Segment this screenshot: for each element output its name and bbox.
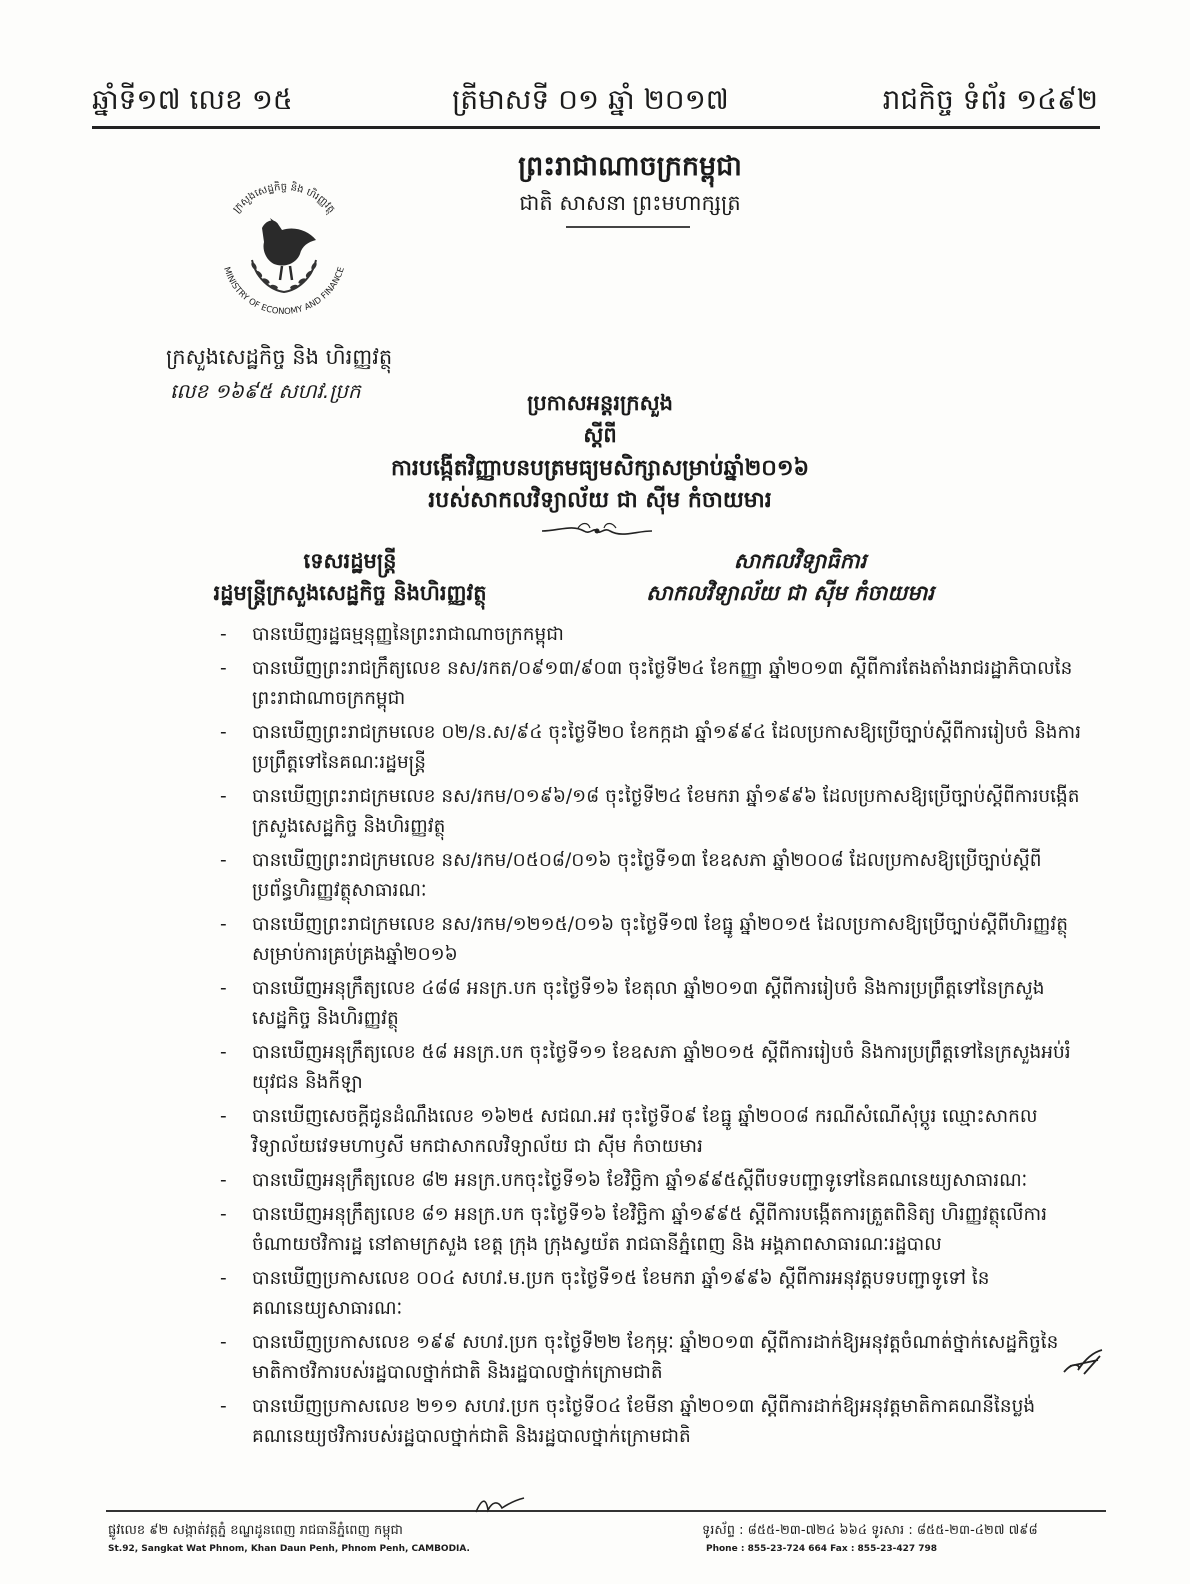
svg-text:ក្រសួងសេដ្ឋកិច្ច និង ហិរញ្ញវត្ (231, 180, 336, 216)
recital-item: - បានឃើញព្រះរាជក្រមលេខ នស/រកម/០៥០៨/០១៦ ចុះថ្ងៃទី១៣ ខែឧសភា ឆ្នាំ២០០៨ ដែលប្រកាសឱ្យប្រើច្បាប់ស្តីពីប្រព័ន្ធហិរញ្ញវត្ថុសាធារណៈ (220, 846, 1082, 906)
ministry-seal-icon (204, 168, 364, 328)
signatory-left-title: ទេសរដ្ឋមន្ត្រី (303, 549, 397, 573)
document-type: ប្រកាសអន្តរក្រសួង (527, 391, 673, 415)
signatory-right-title: សាកលវិទ្យាធិការ (733, 549, 867, 573)
gazette-year-issue: ឆ្នាំទី១៧ លេខ ១៥ (92, 83, 293, 116)
recital-item: - បានឃើញរដ្ឋធម្មនុញ្ញនៃព្រះរាជាណាចក្រកម្ពុជា (220, 620, 1082, 650)
bullet-dash: - (220, 722, 227, 743)
initials-mark-icon (1060, 1346, 1106, 1378)
signatory-left-office: រដ្ឋមន្ត្រីក្រសួងសេដ្ឋកិច្ច និងហិរញ្ញវត្ថុ (213, 581, 487, 605)
document-subject-institution: របស់សាកលវិទ្យាល័យ ជា ស៊ីម កំចាយមារ (428, 488, 772, 513)
motto-divider (566, 226, 690, 228)
bullet-dash: - (220, 1268, 227, 1289)
recital-item: - បានឃើញព្រះរាជក្រមលេខ ០២/ន.ស/៩៤ ចុះថ្ងៃទី២០ ខែកក្កដា ឆ្នាំ១៩៩៤ ដែលប្រកាសឱ្យប្រើច្បាប់ស្តីពីការរៀបចំ និងការប្រព្រឹត្តទៅនៃគណៈរដ្ឋមន្ត្រី (220, 718, 1082, 778)
title-ornament-icon (538, 520, 656, 542)
recital-item: - បានឃើញប្រកាសលេខ ១៩៩ សហវ.ប្រក ចុះថ្ងៃទី២២ ខែកុម្ភៈ ឆ្នាំ២០១៣ ស្តីពីការដាក់ឱ្យអនុវត្តចំណាត់ថ្នាក់សេដ្ឋកិច្ចនៃមាតិកាថវិការបស់រដ្ឋបាលថ្នាក់ជាតិ និងរដ្ឋបាលថ្នាក់ក្រោមជាតិ (220, 1328, 1082, 1388)
document-regarding: ស្តីពី (583, 423, 617, 447)
recital-item: - បានឃើញប្រកាសលេខ ០០៤ សហវ.ម.ប្រក ចុះថ្ងៃទី១៥ ខែមករា ឆ្នាំ១៩៩៦ ស្តីពីការអនុវត្តបទបញ្ជាទូទៅ នៃគណនេយ្យសាធារណៈ (220, 1264, 1082, 1324)
bullet-dash: - (220, 786, 227, 807)
footer-divider (106, 1510, 1106, 1512)
footer-address-khmer: ផ្លូវលេខ ៩២ សង្កាត់វត្តភ្នំ ខណ្ឌដូនពេញ រាជធានីភ្នំពេញ កម្ពុជា (108, 1523, 403, 1538)
recital-item: - បានឃើញអនុក្រឹត្យលេខ ៨១ អនក្រ.បក ចុះថ្ងៃទី១៦ ខែវិច្ឆិកា ឆ្នាំ១៩៩៥ ស្តីពីការបង្កើតការត្រួតពិនិត្យ ហិរញ្ញវត្ថុលើការចំណាយថវិការដ្ឋ នៅតាមក្រសួង ខេត្ត ក្រុង ក្រុងស្វយ័ត រាជធានីភ្នំពេញ និង អង្គភាពសាធារណៈរដ្ឋបាល (220, 1200, 1082, 1260)
recital-item: - បានឃើញសេចក្តីជូនដំណឹងលេខ ១៦២៥ សជណ.អវ ចុះថ្ងៃទី០៩ ខែធ្នូ ឆ្នាំ២០០៨ ករណីសំណើសុំប្តូរ ឈ្មោះសាកលវិទ្យាល័យវេទមហាឫសី មកជាសាកលវិទ្យាល័យ ជា ស៊ីម កំចាយមារ (220, 1102, 1082, 1162)
footer-contact-english: Phone : 855-23-724 664 Fax : 855-23-427 798 (706, 1544, 938, 1554)
gazette-date: ត្រីមាសទី ០១ ឆ្នាំ ២០១៧ (452, 83, 729, 116)
recitals-list (220, 620, 1082, 1456)
signatory-right-office: សាកលវិទ្យាល័យ ជា ស៊ីម កំចាយមារ (646, 581, 934, 605)
document-subject: ការបង្កើតវិញ្ញាបនបត្រមធ្យមសិក្សាសម្រាប់ឆ្នាំ២០១៦ (390, 456, 810, 481)
recital-item: - បានឃើញព្រះរាជក្រមលេខ នស/រកម/០១៩៦/១៨ ចុះថ្ងៃទី២៤ ខែមករា ឆ្នាំ១៩៩៦ ដែលប្រកាសឱ្យប្រើច្បាប់ស្តីពីការបង្កើតក្រសួងសេដ្ឋកិច្ច និងហិរញ្ញវត្ថុ (220, 782, 1082, 842)
recital-item: - បានឃើញអនុក្រឹត្យលេខ ៨២ អនក្រ.បកចុះថ្ងៃទី១៦ ខែវិច្ឆិកា ឆ្នាំ១៩៩៥ស្តីពីបទបញ្ជាទូទៅនៃគណនេយ្យសាធារណៈ (220, 1166, 1082, 1196)
bullet-dash: - (220, 624, 227, 645)
reference-number: លេខ ១៦៩៥ សហវ.ប្រក (170, 379, 361, 403)
footer-address-english: St.92, Sangkat Wat Phnom, Khan Daun Penh, Phnom Penh, CAMBODIA. (108, 1544, 470, 1554)
kingdom-name: ព្រះរាជាណាចក្រកម្ពុជា (518, 151, 742, 182)
seal-text-english: MINISTRY OF ECONOMY AND FINANCE (221, 265, 347, 318)
bullet-dash: - (220, 1204, 227, 1225)
bullet-dash: - (220, 1042, 227, 1063)
recital-item: - បានឃើញអនុក្រឹត្យលេខ ៤៨៨ អនក្រ.បក ចុះថ្ងៃទី១៦ ខែតុលា ឆ្នាំ២០១៣ ស្តីពីការរៀបចំ និងការប្រព្រឹត្តទៅនៃក្រសួងសេដ្ឋកិច្ច និងហិរញ្ញវត្ថុ (220, 974, 1082, 1034)
recital-item: - បានឃើញព្រះរាជក្រឹត្យលេខ នស/រកត/០៩១៣/៩០៣ ចុះថ្ងៃទី២៤ ខែកញ្ញា ឆ្នាំ២០១៣ ស្តីពីការតែងតាំងរាជរដ្ឋាភិបាលនៃព្រះរាជាណាចក្រកម្ពុជា (220, 654, 1082, 714)
footer-signature-mark-icon (472, 1494, 528, 1516)
bullet-dash: - (220, 658, 227, 679)
bullet-dash: - (220, 1106, 227, 1127)
bullet-dash: - (220, 1170, 227, 1191)
seal-text-khmer: ក្រសួងសេដ្ឋកិច្ច និង ហិរញ្ញវត្ថុ (231, 181, 337, 216)
bullet-dash: - (220, 1396, 227, 1417)
recital-item: - បានឃើញអនុក្រឹត្យលេខ ៥៨ អនក្រ.បក ចុះថ្ងៃទី១១ ខែឧសភា ឆ្នាំ២០១៥ ស្តីពីការរៀបចំ និងការប្រព្រឹត្តទៅនៃក្រសួងអប់រំ យុវជន និងកីឡា (220, 1038, 1082, 1098)
header-divider (92, 126, 1100, 129)
gazette-page: រាជកិច្ច ទំព័រ ១៤៩២ (882, 83, 1098, 116)
issuing-ministry: ក្រសួងសេដ្ឋកិច្ច និង ហិរញ្ញវត្ថុ (166, 345, 393, 369)
recital-item: - បានឃើញប្រកាសលេខ ២១១ សហវ.ប្រក ចុះថ្ងៃទី០៤ ខែមីនា ឆ្នាំ២០១៣ ស្តីពីការដាក់ឱ្យអនុវត្តមាតិកាគណនីនៃប្លង់គណនេយ្យថវិការបស់រដ្ឋបាលថ្នាក់ជាតិ និងរដ្ឋបាលថ្នាក់ក្រោមជាតិ (220, 1392, 1082, 1452)
bullet-dash: - (220, 914, 227, 935)
national-motto: ជាតិ សាសនា ព្រះមហាក្សត្រ (519, 191, 741, 215)
bullet-dash: - (220, 978, 227, 999)
bullet-dash: - (220, 1332, 227, 1353)
footer-contact-khmer: ទូរស័ព្ទ : ៨៥៥-២៣-៧២៤ ៦៦៤ ទូរសារ : ៨៥៥-២៣-៤២៧ ៧៩៨ (702, 1523, 1038, 1538)
recital-item: - បានឃើញព្រះរាជក្រមលេខ នស/រកម/១២១៥/០១៦ ចុះថ្ងៃទី១៧ ខែធ្នូ ឆ្នាំ២០១៥ ដែលប្រកាសឱ្យប្រើច្បាប់ស្តីពីហិរញ្ញវត្ថុសម្រាប់ការគ្រប់គ្រងឆ្នាំ២០១៦ (220, 910, 1082, 970)
bullet-dash: - (220, 850, 227, 871)
